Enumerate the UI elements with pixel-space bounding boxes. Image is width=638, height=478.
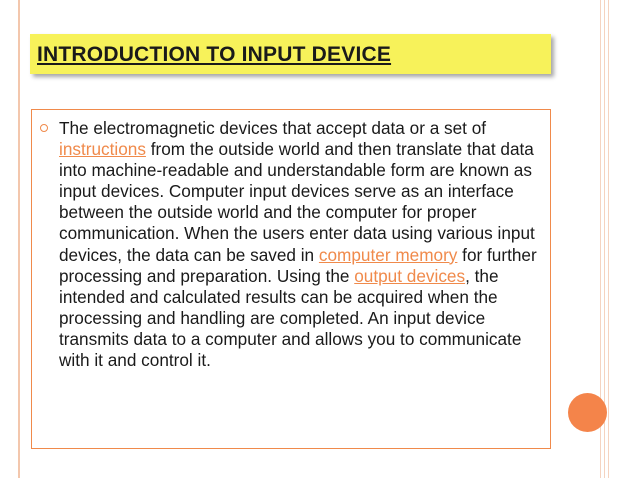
paragraph-text: The electromagnetic devices that accept data or a set of	[59, 118, 487, 138]
computer-memory-link[interactable]: computer memory	[318, 244, 458, 265]
content-box	[31, 109, 551, 449]
slide-title: INTRODUCTION TO INPUT DEVICE	[37, 43, 392, 66]
paragraph-text: for further processing and preparation. Using the	[59, 244, 537, 286]
left-decorative-rule	[18, 0, 20, 478]
bullet-circle-icon	[40, 124, 48, 132]
instructions-link[interactable]: instructions	[59, 139, 146, 160]
title-banner	[30, 34, 551, 74]
right-decorative-rule	[608, 0, 609, 478]
decorative-circle-icon	[568, 393, 607, 432]
body-paragraph	[59, 118, 547, 371]
paragraph-text: from the outside world and then translate that data into machine-readable and understandable form are known as input devices. Computer input devices serve as an interface between the outside world and the computer for proper communication. When the users enter data using various input devices, the data can be saved in	[59, 139, 535, 265]
output-devices-link[interactable]: output devices	[354, 265, 466, 286]
paragraph-text: , the intended and calculated results can be acquired when the processing and handling are completed. An input device transmits data to a computer and allows you to communicate with it and control it.	[59, 265, 522, 371]
